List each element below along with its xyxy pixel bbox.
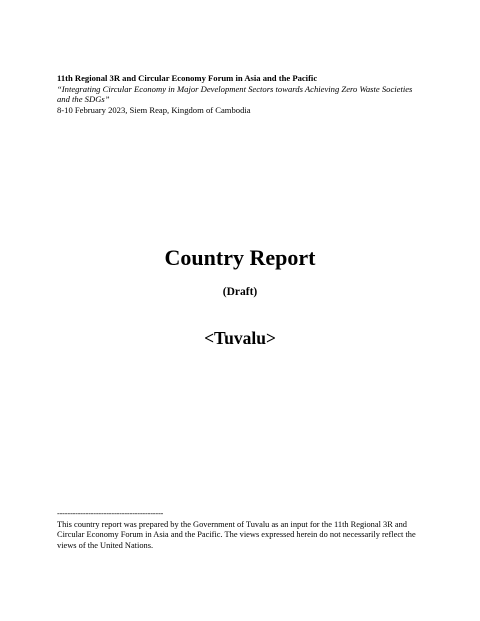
footnote-text: This country report was prepared by the Government of Tuvalu as an input for the 11th Regional 3R and Circular Economy Forum in Asia and the Pacific. The views expressed herein do not necessarily reflect the views of the United Nations. (57, 520, 416, 550)
report-status: (Draft) (222, 286, 258, 298)
forum-header (57, 73, 427, 115)
footnote (57, 510, 429, 551)
forum-title: 11th Regional 3R and Circular Economy Forum in Asia and the Pacific (57, 73, 318, 83)
report-title: Country Report (164, 245, 316, 270)
footnote-separator: ----------------------------------------- (57, 509, 164, 518)
report-country: <Tuvalu> (204, 328, 276, 348)
forum-dates-location: 8-10 February 2023, Siem Reap, Kingdom of Cambodia (57, 104, 251, 115)
forum-theme: “Integrating Circular Economy in Major Development Sectors towards Achieving Zero Waste Societies and the SDGs” (57, 83, 413, 105)
